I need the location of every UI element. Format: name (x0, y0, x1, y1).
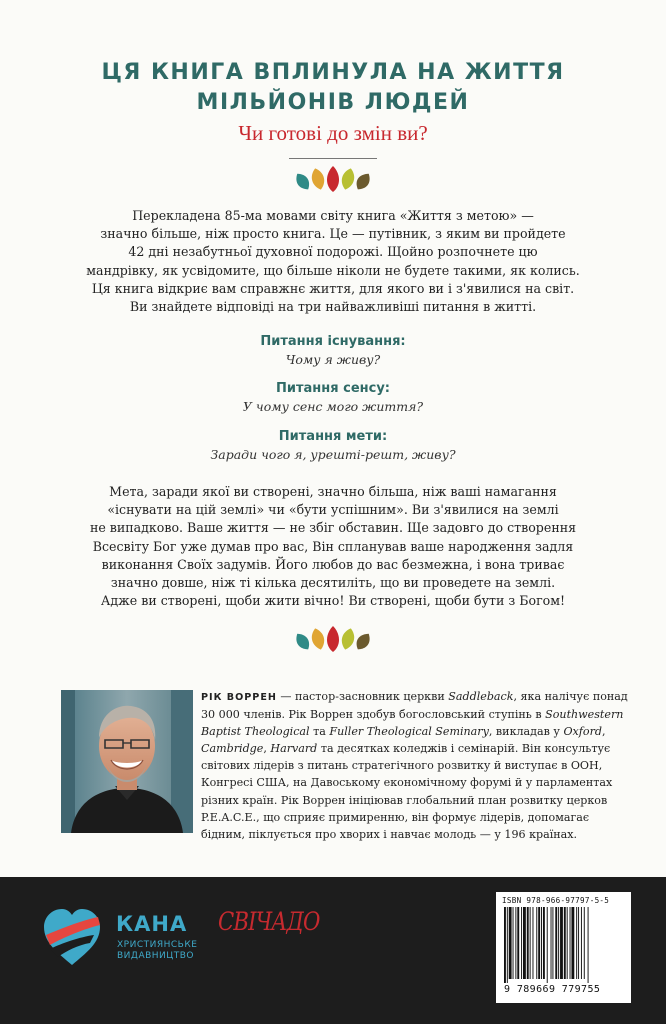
subtitle: Чи готові до змін ви? (238, 121, 428, 145)
drop-gold (309, 167, 326, 191)
barcode-bar (558, 907, 559, 979)
kana-heart-logo-icon (40, 905, 104, 969)
barcode-bar (560, 907, 563, 979)
question-title: Питання сенсу: (275, 381, 391, 396)
intro-line: мандрівку, як усвідомите, що більше ніколи не будете такими, як колись. (86, 262, 580, 278)
question-purpose (0, 428, 666, 464)
question-text: У чому сенс мого життя? (242, 399, 424, 414)
drops-ornament-icon (294, 624, 372, 652)
barcode-bar (564, 907, 566, 979)
barcode-bar (521, 907, 522, 979)
intro-paragraph (80, 207, 586, 316)
svichado-logo: СВІЧАДО (218, 907, 320, 936)
barcode-bar (543, 907, 545, 979)
drop-lime (339, 627, 356, 651)
author-name: РІК ВОРРЕН (201, 692, 277, 703)
drop-brown (353, 170, 372, 192)
intro-line: Перекладена 85-ма мовами світу книга «Життя з метою» — (132, 208, 534, 223)
barcode-bar (507, 907, 508, 983)
bio-line: бідним, піклується про хворих і навчає молодь — у 196 країнах. (201, 827, 578, 841)
author-bio: РІК ВОРРЕН — пастор-засновник церкви Saddleback, яка налічує понад 30 000 членів. Рік Воррен здобув богословський ступінь в Southwestern Baptist Theological та Fuller Theological Seminary, викладав у Oxford, Cambridge, Harvard та десятках коледжів і семінарій. Він консультує світових лідерів з питань стратегічного розвитку й виступає в ООН, Конгресі США, на Давоському економічному форумі й у парламентах різних країн. Рік Воррен ініціював глобальний план розвитку церков P.E.A.C.E., що сприяє примиренню, він формує лідерів, допомагає бідним, піклується про хворих і навчає молодь — у 196 країнах. (201, 688, 611, 843)
question-title: Питання мети: (278, 429, 388, 444)
barcode-area (496, 892, 631, 1003)
drop-gold (309, 627, 326, 651)
intro-line: Ця книга відкриє вам справжнє життя, для якого ви і з'явилися на світ. (91, 280, 575, 296)
bio-line: Конгресі США, на Давоському економічному форумі й у парламентах (201, 776, 613, 790)
bio-line: різних країн. Рік Воррен ініціював глобальний план розвитку церков (201, 793, 608, 807)
barcode-bar (533, 907, 534, 979)
question-text: Чому я живу? (285, 352, 381, 367)
page-heading (0, 58, 666, 118)
question-meaning (0, 380, 666, 416)
question-existence (0, 333, 666, 369)
drop-lime (339, 167, 356, 191)
barcode-bar (513, 907, 514, 979)
heading-line-2: МІЛЬЙОНІВ ЛЮДЕЙ (196, 90, 470, 115)
barcode-bar (538, 907, 540, 979)
drop-brown (353, 630, 372, 652)
barcode-bar (578, 907, 579, 979)
barcode-bar (567, 907, 568, 979)
intro-line: Ви знайдете відповіді на три найважливіші питання в житті. (129, 299, 537, 315)
barcode-bar (536, 907, 537, 979)
barcode-bar (515, 907, 516, 979)
barcode-bar (527, 907, 529, 979)
question-title: Питання існування: (260, 334, 406, 349)
barcode-bar (552, 907, 553, 979)
drop-red (327, 626, 339, 652)
barcode-bar (509, 907, 512, 979)
intro-line: значно більше, ніж просто книга. Це — путівник, з яким ви пройдете (100, 226, 566, 242)
author-photo (61, 690, 193, 833)
purpose-line: значно довше, ніж ті кілька десятиліть, що ви проведете на землі. (110, 575, 556, 591)
barcode-bar (584, 907, 585, 979)
barcode-bar (571, 907, 574, 979)
drop-teal (294, 631, 313, 652)
purpose-line: «існувати на цій землі» чи «бути успішним». Ви з'явилися на землі (107, 502, 559, 518)
purpose-line: не випадково. Ваше життя — не збіг обставин. Ще задовго до створення (89, 520, 577, 536)
barcode-bar (555, 907, 557, 979)
barcode-bar (570, 907, 571, 979)
intro-line: 42 дні незабутньої духовної подорожі. Щойно розпочнете цю (128, 244, 538, 260)
drop-teal (294, 171, 313, 192)
barcode-bar (517, 907, 519, 979)
barcode-bar (576, 907, 577, 979)
purpose-line: виконання Своїх задумів. Його любов до вас безмежна, і вона триває (101, 556, 565, 572)
barcode-icon (504, 907, 623, 983)
divider-line (289, 158, 377, 159)
purpose-line: Мета, заради якої ви створені, значно більша, ніж ваші намагання (109, 484, 557, 499)
drop-red (327, 166, 339, 192)
barcode-bar (581, 907, 582, 979)
heading-line-1: ЦЯ КНИГА ВПЛИНУЛА НА ЖИТТЯ (101, 60, 565, 85)
barcode-bar (541, 907, 542, 979)
barcode-digits: 9 789669 779755 (504, 984, 601, 995)
purpose-line: Адже ви створені, щоби жити вічно! Ви створені, щоби бути з Богом! (100, 593, 566, 609)
barcode-bar (547, 907, 548, 983)
barcode-bar (551, 907, 552, 979)
drops-ornament-icon (294, 164, 372, 192)
barcode-bar (530, 907, 531, 979)
barcode-bar (523, 907, 526, 979)
purpose-paragraph (80, 483, 586, 610)
barcode-bar (504, 907, 506, 983)
bio-line: P.E.A.C.E., що сприяє примиренню, він формує лідерів, допомагає (201, 810, 590, 824)
question-text: Заради чого я, урешті-решт, живу? (210, 447, 456, 462)
bio-line: світових лідерів з питань стратегічного розвитку й виступає в ООН, (201, 759, 603, 773)
kana-publisher-name: КАНА (116, 912, 188, 936)
purpose-line: Всесвіту Бог уже думав про вас, Він спланував ваше народження задля (92, 538, 574, 554)
kana-publisher-subtitle: ХРИСТИЯНСЬКЕ ВИДАВНИЦТВО (117, 940, 198, 961)
isbn-text: ISBN 978-966-97797-5-5 (502, 896, 610, 905)
barcode-bar (588, 907, 589, 983)
